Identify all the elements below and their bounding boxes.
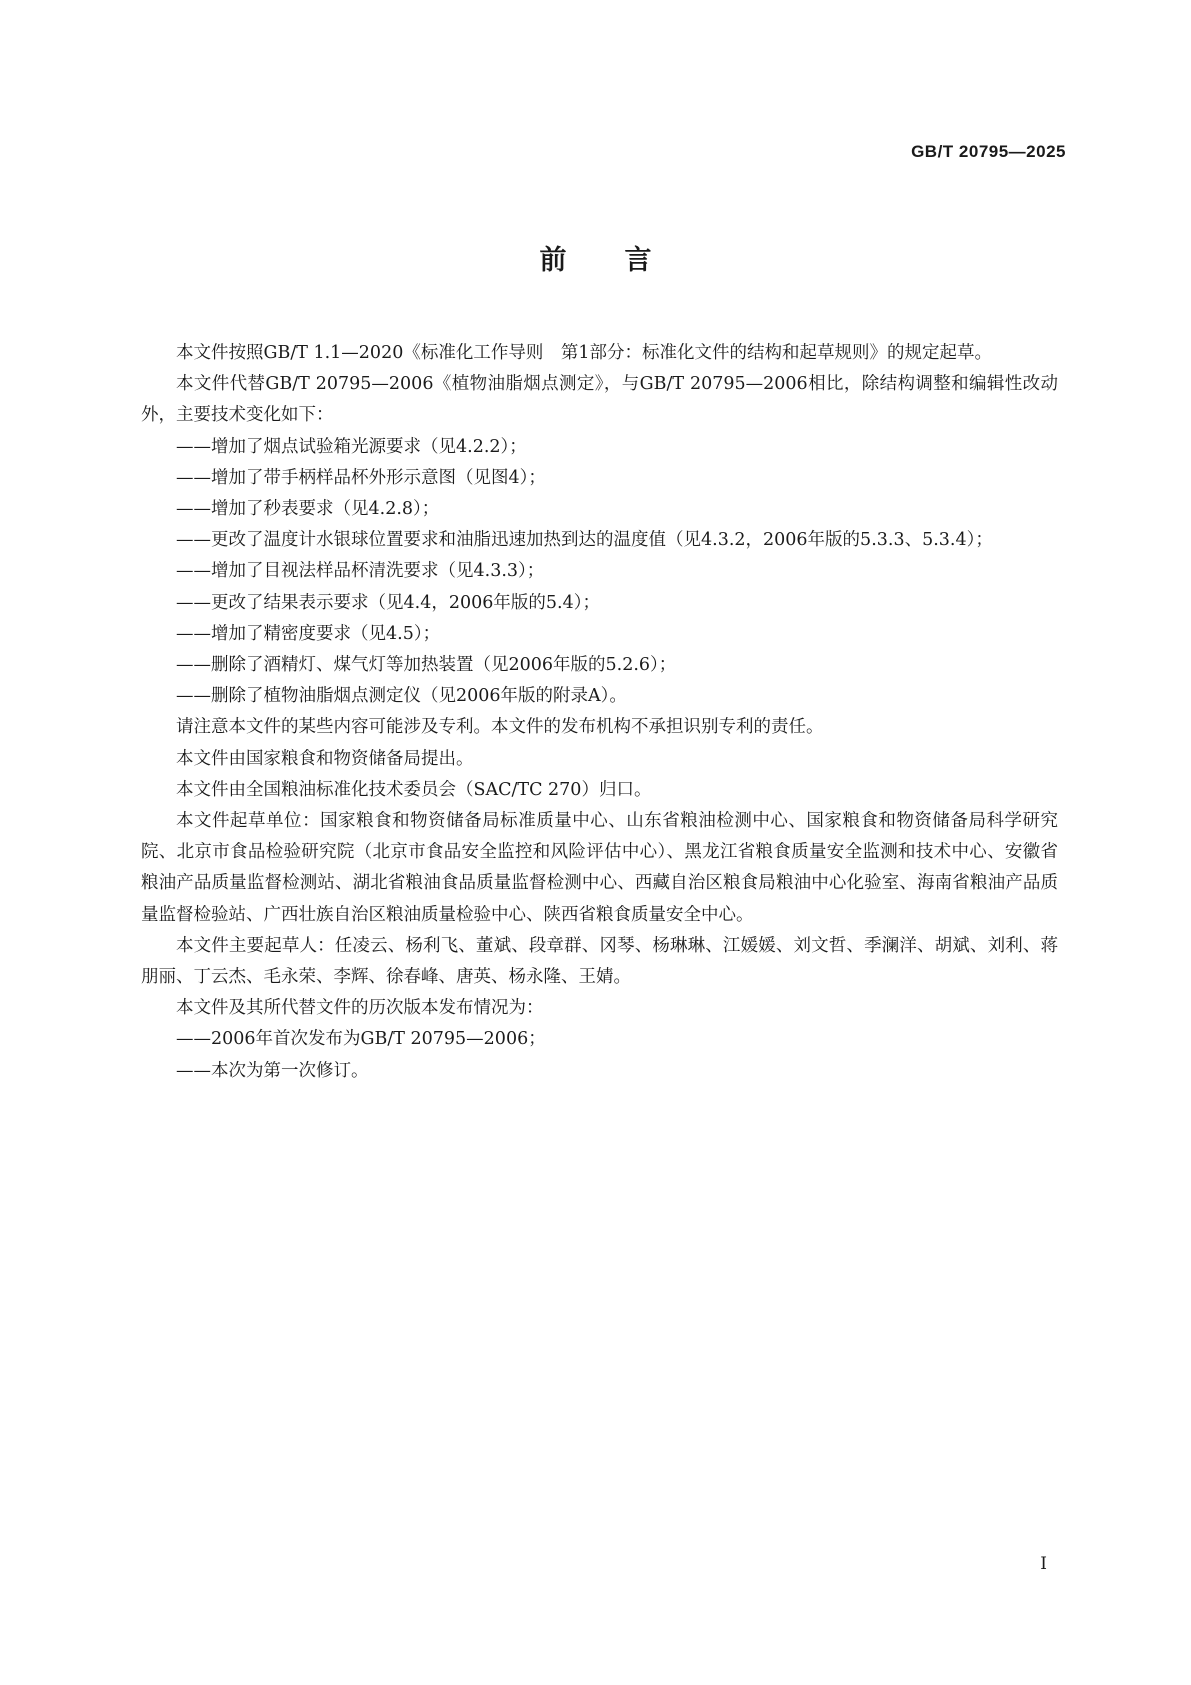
intro-paragraph-drafting-rules: 本文件按照GB/T 1.1—2020《标准化工作导则 第1部分：标准化文件的结构和起草规则》的规定起草。 <box>176 343 992 363</box>
history-intro: 本文件及其所代替文件的历次版本发布情况为： <box>176 998 544 1019</box>
page-title: 前言 <box>539 245 710 276</box>
list-item: ——删除了酒精灯、煤气灯等加热装置（见2006年版的5.2.6）； <box>176 655 677 676</box>
proposer-statement: 本文件由国家粮食和物资储备局提出。 <box>176 748 474 769</box>
patent-notice: 请注意本文件的某些内容可能涉及专利。本文件的发布机构不承担识别专利的责任。 <box>176 717 824 738</box>
list-item: ——增加了目视法样品杯清洗要求（见4.3.3）； <box>176 561 545 582</box>
standard-code: GB/T 20795—2025 <box>911 142 1066 161</box>
list-item: ——本次为第一次修订。 <box>176 1060 369 1081</box>
list-item: ——增加了精密度要求（见4.5）； <box>176 623 441 644</box>
list-item: ——更改了温度计水银球位置要求和油脂迅速加热到达的温度值（见4.3.2，2006年版的5.3.3、5.3.4）； <box>176 530 993 551</box>
list-item: ——增加了带手柄样品杯外形示意图（见图4）； <box>176 467 546 488</box>
technical-changes-list <box>141 432 1058 713</box>
list-item: ——更改了结果表示要求（见4.4，2006年版的5.4）； <box>176 592 600 613</box>
drafters: 本文件主要起草人：任凌云、杨利飞、董斌、段章群、冈琴、杨琳琳、江媛媛、刘文哲、季澜洋、胡斌、刘利、蒋朋丽、丁云杰、毛永荣、李辉、徐春峰、唐英、杨永隆、王婧。 <box>141 935 1058 988</box>
committee-statement: 本文件由全国粮油标准化技术委员会（SAC/TC 270）归口。 <box>176 779 652 800</box>
drafting-units: 本文件起草单位：国家粮食和物资储备局标准质量中心、山东省粮油检测中心、国家粮食和物资储备局科学研究院、北京市食品检验研究院（北京市食品安全监控和风险评估中心）、黑龙江省粮食质量安全监测和技术中心、安徽省粮油产品质量监督检测站、湖北省粮油食品质量监督检测中心、西藏自治区粮食局粮油中心化验室、海南省粮油产品质量监督检验站、广西壮族自治区粮油质量检验中心、陕西省粮食质量安全中心。 <box>141 811 1058 925</box>
list-item: ——删除了植物油脂烟点测定仪（见2006年版的附录A）。 <box>176 686 627 707</box>
list-item: ——增加了秒表要求（见4.2.8）； <box>176 499 440 520</box>
list-item: ——2006年首次发布为GB/T 20795—2006； <box>176 1029 546 1050</box>
list-item: ——增加了烟点试验箱光源要求（见4.2.2）； <box>176 436 527 457</box>
version-history-list <box>141 1024 1058 1086</box>
foreword-body <box>141 338 1058 1087</box>
intro-paragraph-replacement: 本文件代替GB/T 20795—2006《植物油脂烟点测定》，与GB/T 20795—2006相比，除结构调整和编辑性改动外，主要技术变化如下： <box>141 374 1058 426</box>
page-number: Ⅰ <box>1040 1554 1047 1574</box>
